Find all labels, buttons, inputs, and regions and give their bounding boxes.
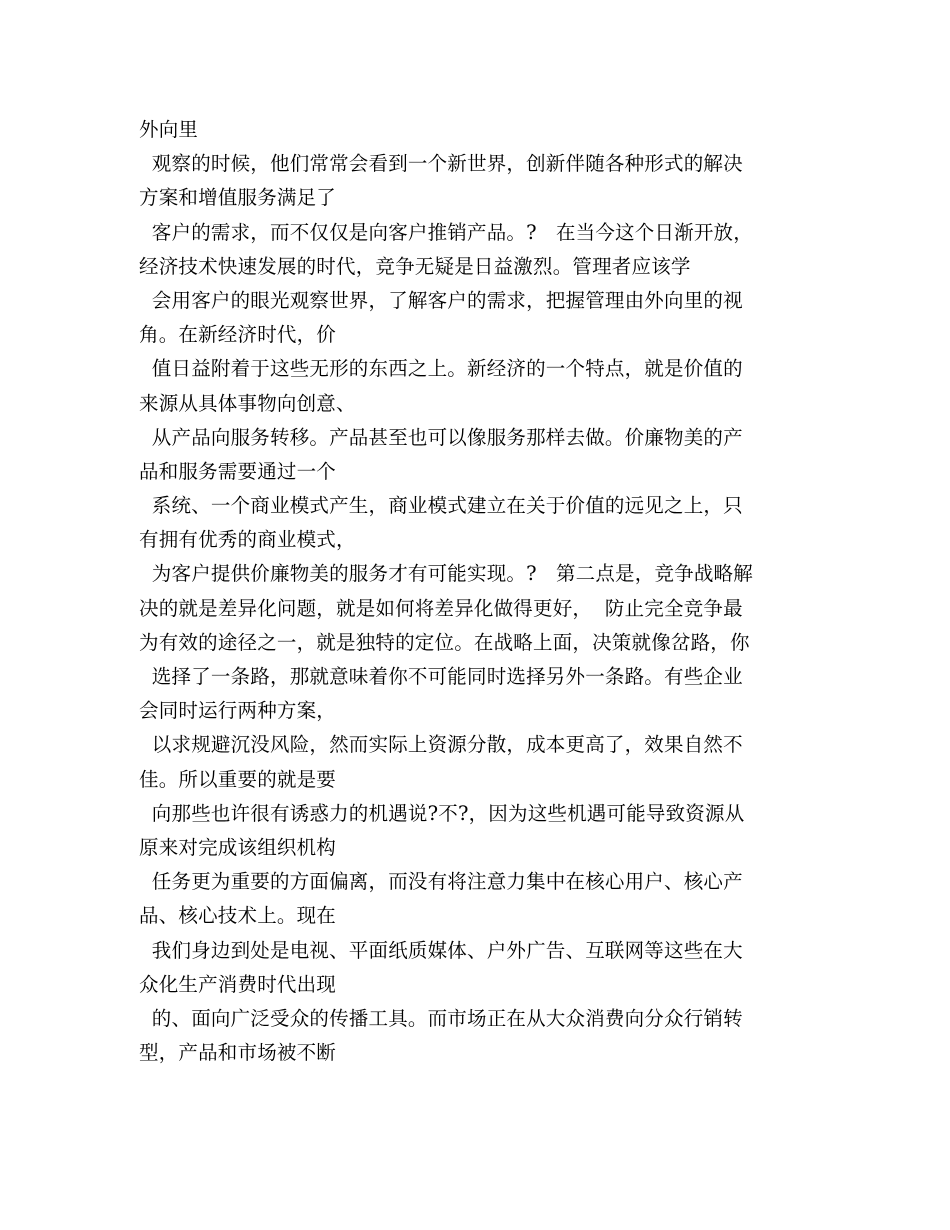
text-line: 有拥有优秀的商业模式， [139,528,356,552]
text-line: 众化生产消费时代出现 [139,972,337,996]
text-line: 从产品向服务转移。产品甚至也可以像服务那样去做。价廉物美的产 [139,425,743,449]
text-line: 系统、一个商业模式产生，商业模式建立在关于价值的远见之上，只 [139,494,743,518]
text-line: 任务更为重要的方面偏离，而没有将注意力集中在核心用户、核心产 [139,870,743,894]
text-line: 为客户提供价廉物美的服务才有可能实现。? 第二点是，竞争战略解 [139,562,753,586]
text-line: 外向里 [139,118,199,141]
text-line: 选择了一条路，那就意味着你不可能同时选择另外一条路。有些企业 [139,665,743,688]
text-line: 佳。所以重要的就是要 [139,767,337,791]
text-line: 的、面向广泛受众的传播工具。而市场正在从大众消费向分众行销转 [139,1006,743,1030]
text-line: 观察的时候，他们常常会看到一个新世界，创新伴随各种形式的解决 [139,152,743,176]
text-line: 我们身边到处是电视、平面纸质媒体、户外广告、互联网等这些在大 [139,938,743,962]
text-line: 决的就是差异化问题，就是如何将差异化做得更好， 防止完全竞争最 [139,596,743,620]
text-line: 品、核心技术上。现在 [139,904,337,928]
text-line: 值日益附着于这些无形的东西之上。新经济的一个特点，就是价值的 [139,357,743,381]
text-line: 品和服务需要通过一个 [139,459,337,483]
text-line: 来源从具体事物向创意、 [139,391,356,415]
text-line: 会同时运行两种方案， [139,699,337,723]
text-line: 为有效的途径之一，就是独特的定位。在战略上面，决策就像岔路，你 [139,630,750,654]
text-line: 向那些也许很有诱惑力的机遇说?不?，因为这些机遇可能导致资源从 [139,801,745,825]
text-line: 客户的需求，而不仅仅是向客户推销产品。? 在当今这个日渐开放， [139,220,753,244]
text-line: 方案和增值服务满足了 [139,186,337,210]
text-line: 经济技术快速发展的时代，竞争无疑是日益激烈。管理者应该学 [139,254,691,278]
text-line: 角。在新经济时代，价 [139,323,337,347]
text-line: 型，产品和市场被不断 [139,1041,337,1065]
text-line: 原来对完成该组织机构 [139,835,337,859]
body-text [139,113,819,1070]
text-line: 以求规避沉没风险，然而实际上资源分散，成本更高了，效果自然不 [139,733,743,757]
text-line: 会用客户的眼光观察世界，了解客户的需求，把握管理由外向里的视 [139,288,743,312]
